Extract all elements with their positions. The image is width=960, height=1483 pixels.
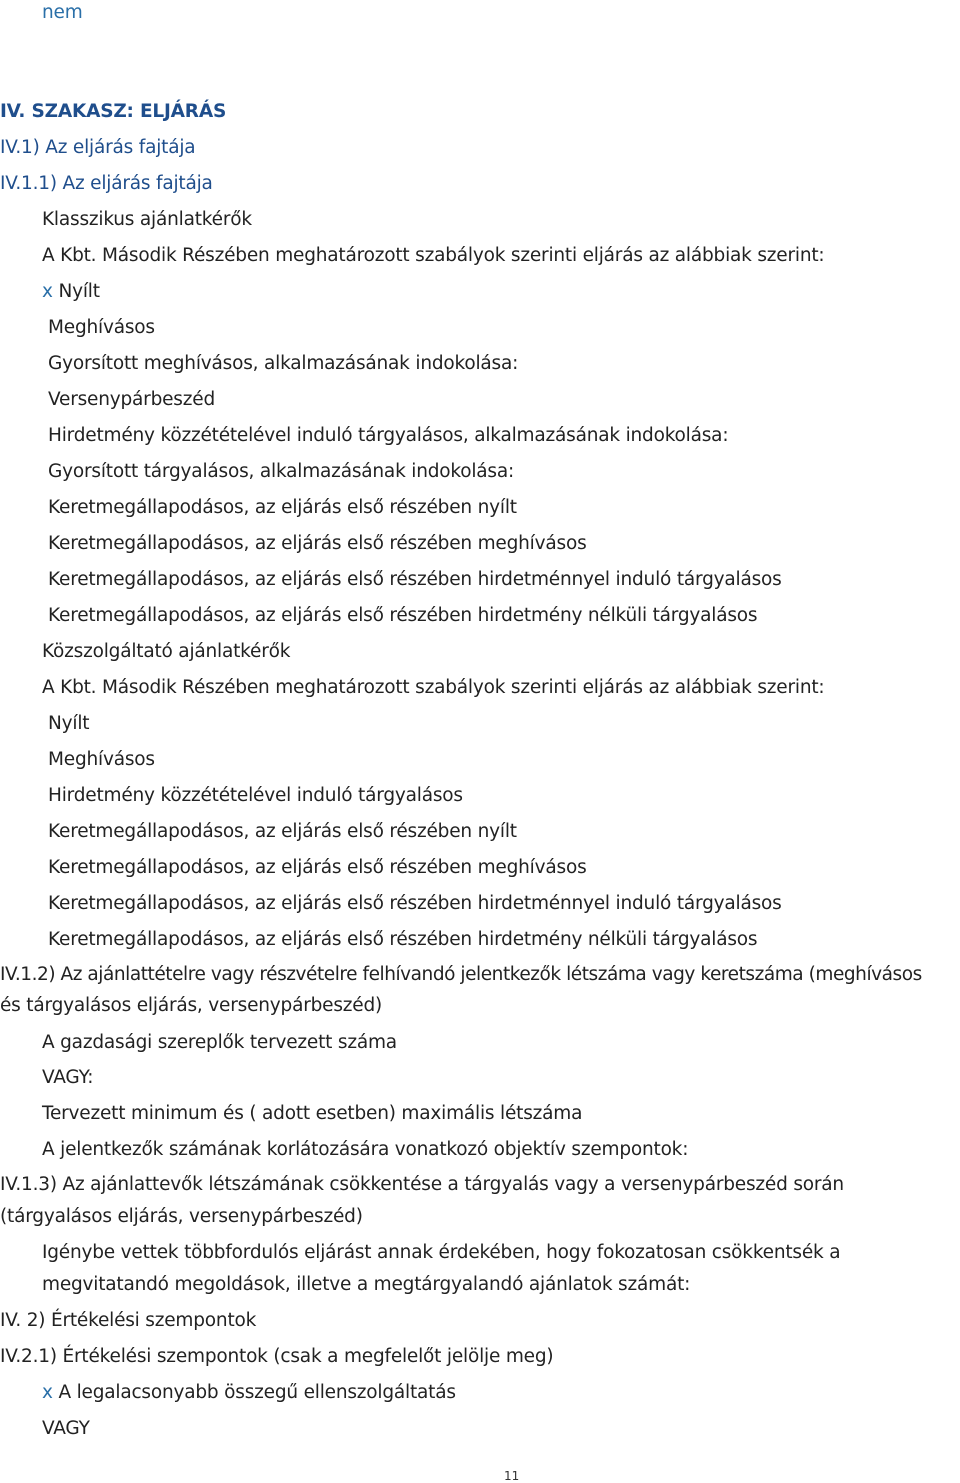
heading-iv21: IV.2.1) Értékelési szempontok (csak a megfelelőt jelölje meg) — [0, 1346, 554, 1367]
utility-option-framework-open[interactable]: Keretmegállapodásos, az eljárás első részében nyílt — [48, 821, 517, 842]
classic-option-framework-negotiated-no-notice[interactable]: Keretmegállapodásos, az eljárás első részében hirdetmény nélküli tárgyalásos — [48, 605, 758, 626]
heading-iv1: IV.1) Az eljárás fajtája — [0, 137, 196, 158]
page-number: 11 — [504, 1469, 520, 1483]
utility-option-restricted[interactable]: Meghívásos — [48, 749, 155, 770]
classic-option-negotiated-with-notice[interactable]: Hirdetmény közzétételével induló tárgyalásos, alkalmazásának indokolása: — [48, 425, 729, 446]
utility-option-framework-negotiated-notice[interactable]: Keretmegállapodásos, az eljárás első részében hirdetménnyel induló tárgyalásos — [48, 893, 782, 914]
classic-option-accelerated-restricted[interactable]: Gyorsított meghívásos, alkalmazásának indokolása: — [48, 353, 519, 374]
classic-option-restricted[interactable]: Meghívásos — [48, 317, 155, 338]
utility-option-open[interactable]: Nyílt — [48, 713, 90, 734]
utility-contracting-label: Közszolgáltató ajánlatkérők — [42, 641, 291, 662]
heading-iv12: IV.1.2) Az ajánlattételre vagy részvételre felhívandó jelentkezők létszáma vagy keretszáma (meghívásos — [0, 964, 922, 985]
utility-option-framework-negotiated-no-notice[interactable]: Keretmegállapodásos, az eljárás első részében hirdetmény nélküli tárgyalásos — [48, 929, 758, 950]
prev-field-value: nem — [42, 2, 83, 23]
option-label: A legalacsonyabb összegű ellenszolgáltatás — [58, 1382, 456, 1403]
checked-mark-icon: x — [42, 1382, 53, 1403]
classic-option-competitive-dialogue[interactable]: Versenypárbeszéd — [48, 389, 215, 410]
checked-mark-icon: x — [42, 281, 53, 302]
multi-stage-text: Igénybe vettek többfordulós eljárást annak érdekében, hogy fokozatosan csökkentsék a — [42, 1242, 841, 1263]
classic-option-open[interactable] — [42, 279, 100, 305]
criteria-option-lowest-price[interactable] — [42, 1380, 456, 1406]
classic-option-framework-negotiated-notice[interactable]: Keretmegállapodásos, az eljárás első részében hirdetménnyel induló tárgyalásos — [48, 569, 782, 590]
objective-criteria-label: A jelentkezők számának korlátozására vonatkozó objektív szempontok: — [42, 1139, 689, 1160]
multi-stage-text-continued: megvitatandó megoldások, illetve a megtárgyalandó ajánlatok számát: — [42, 1274, 691, 1295]
utility-intro-text: A Kbt. Második Részében meghatározott szabályok szerinti eljárás az alábbiak szerint: — [42, 677, 825, 698]
heading-iv11: IV.1.1) Az eljárás fajtája — [0, 173, 213, 194]
classic-option-accelerated-negotiated[interactable]: Gyorsított tárgyalásos, alkalmazásának indokolása: — [48, 461, 515, 482]
classic-option-framework-restricted[interactable]: Keretmegállapodásos, az eljárás első részében meghívásos — [48, 533, 587, 554]
heading-iv12-continued: és tárgyalásos eljárás, versenypárbeszéd) — [0, 995, 383, 1016]
heading-iv13: IV.1.3) Az ajánlattevők létszámának csökkentése a tárgyalás vagy a versenypárbeszéd során — [0, 1174, 844, 1195]
planned-min-max-count: Tervezett minimum és ( adott esetben) maximális létszáma — [42, 1103, 583, 1124]
classic-option-framework-open[interactable]: Keretmegállapodásos, az eljárás első részében nyílt — [48, 497, 517, 518]
or-label: VAGY: — [42, 1067, 94, 1088]
classic-intro-text: A Kbt. Második Részében meghatározott szabályok szerinti eljárás az alábbiak szerint: — [42, 245, 825, 266]
utility-option-negotiated-with-notice[interactable]: Hirdetmény közzétételével induló tárgyalásos — [48, 785, 463, 806]
heading-iv2: IV. 2) Értékelési szempontok — [0, 1310, 257, 1331]
option-label: Nyílt — [58, 281, 100, 302]
planned-operators-count: A gazdasági szereplők tervezett száma — [42, 1032, 397, 1053]
utility-option-framework-restricted[interactable]: Keretmegállapodásos, az eljárás első részében meghívásos — [48, 857, 587, 878]
or-label: VAGY — [42, 1418, 90, 1439]
classic-contracting-label: Klasszikus ajánlatkérők — [42, 209, 252, 230]
heading-iv13-continued: (tárgyalásos eljárás, versenypárbeszéd) — [0, 1206, 363, 1227]
section-title: IV. SZAKASZ: ELJÁRÁS — [0, 101, 227, 122]
